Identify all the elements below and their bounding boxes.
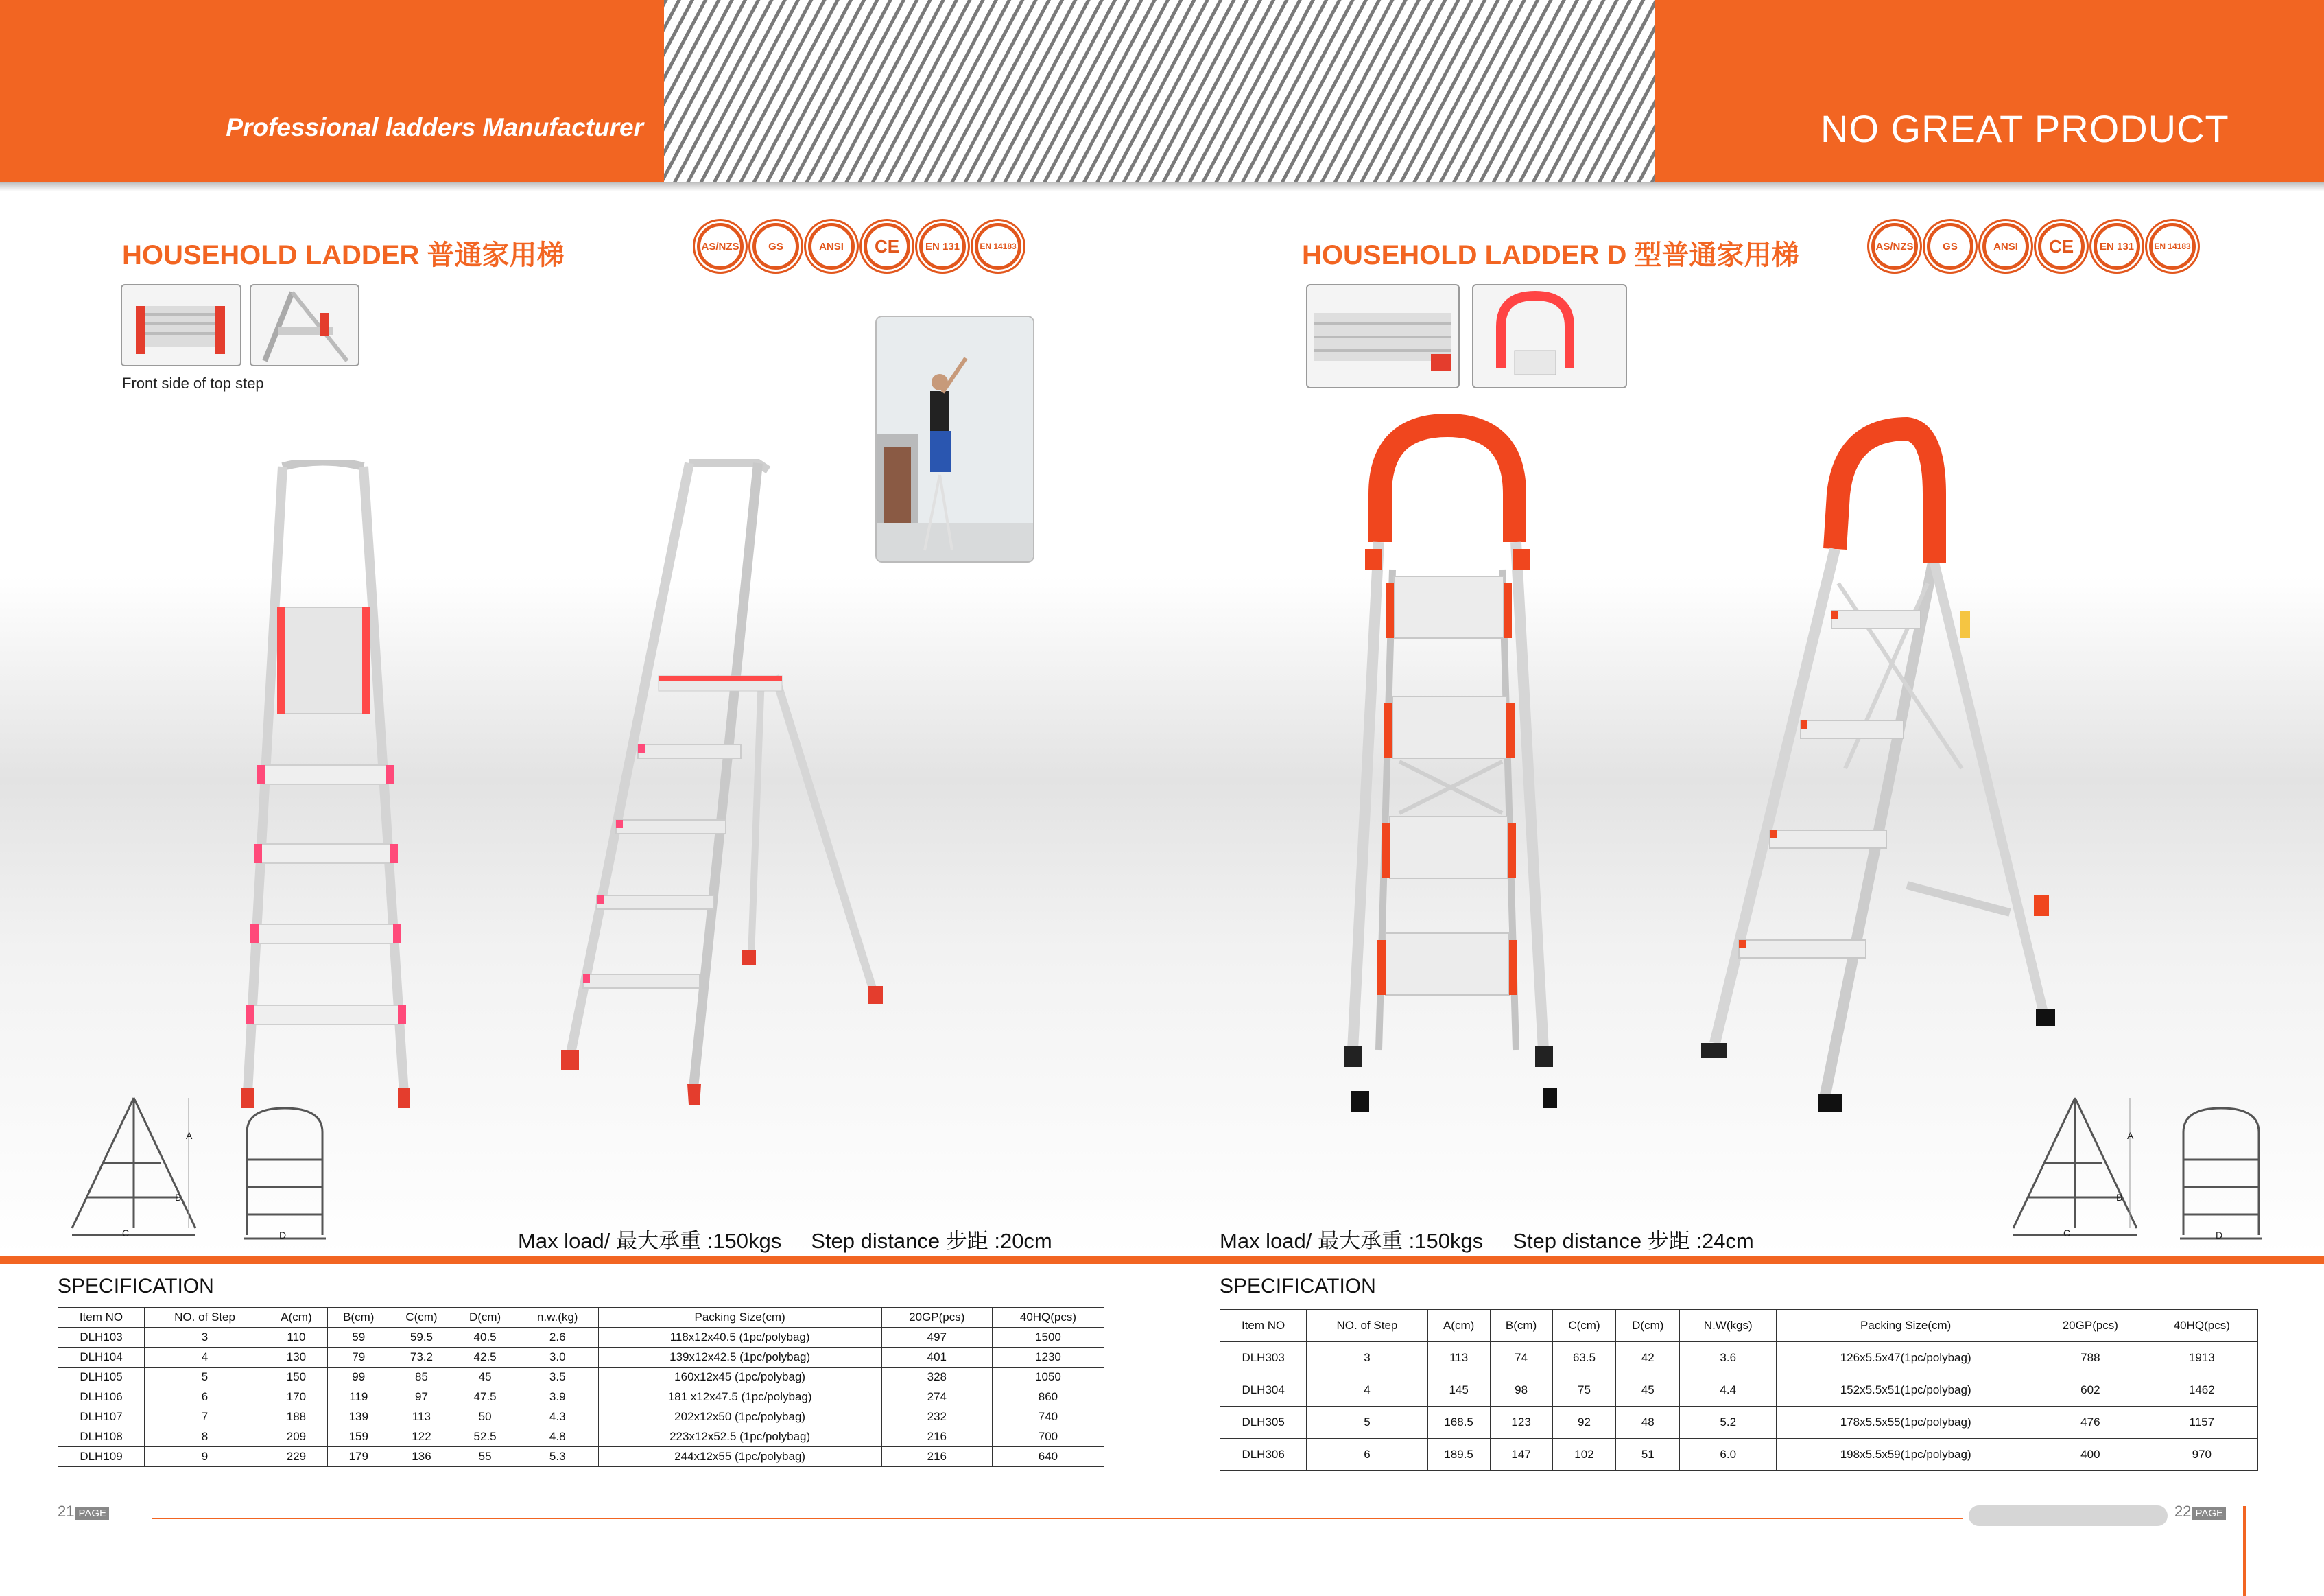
table-cell: 51 [1616,1439,1680,1471]
table-cell: DLH305 [1220,1407,1307,1439]
cert-gs-icon: GS [1927,223,1973,270]
table-cell: 145 [1427,1374,1490,1407]
footer-edge-bar [2243,1506,2246,1596]
table-row [58,1328,1104,1348]
table-cell: 5.2 [1680,1407,1777,1439]
table-cell: DLH304 [1220,1374,1307,1407]
table-cell: 640 [992,1447,1104,1467]
table-cell: 2.6 [517,1328,598,1348]
table-cell: 189.5 [1427,1439,1490,1471]
table-cell: 59.5 [390,1328,453,1348]
cert-ansi-icon: ANSI [808,223,855,270]
left-side-diagram [65,1091,202,1242]
right-front-diagram [2173,1105,2269,1242]
top-step-side-image [251,285,358,365]
table-cell: 98 [1490,1374,1552,1407]
cert-ansi-icon: ANSI [1982,223,2029,270]
table-cell: 328 [881,1368,992,1387]
diagram-label-b: B [2116,1192,2123,1203]
thumb-top-step-front [121,284,241,366]
table-cell: 209 [265,1427,328,1447]
column-header: D(cm) [1616,1310,1680,1342]
table-row [58,1447,1104,1467]
table-cell: 1157 [2146,1407,2257,1439]
table-cell: 7 [145,1407,265,1427]
table-row [1220,1374,2258,1407]
right-spec-title: SPECIFICATION [1220,1275,1376,1298]
table-cell: 497 [881,1328,992,1348]
table-cell: 75 [1552,1374,1616,1407]
column-header: C(cm) [390,1308,453,1328]
column-header: Item NO [58,1308,145,1328]
table-cell: 788 [2035,1342,2146,1374]
cert-ce-icon: CE [2038,223,2085,270]
table-cell: 9 [145,1447,265,1467]
table-cell: 168.5 [1427,1407,1490,1439]
column-header: B(cm) [327,1308,390,1328]
thumb-d-step [1306,284,1460,388]
table-cell: 113 [1427,1342,1490,1374]
section-divider [0,1256,2324,1264]
thumb-caption: Front side of top step [122,375,264,392]
table-cell: 42.5 [453,1348,517,1368]
man-on-ladder-photo [877,317,1033,561]
table-cell: 740 [992,1407,1104,1427]
cert-en14183-icon: EN 14183 [2149,223,2196,270]
table-cell: 102 [1552,1439,1616,1471]
footer-pill [1969,1505,2168,1526]
table-cell: 119 [327,1387,390,1407]
right-side-diagram [2006,1091,2144,1242]
table-cell: 5.3 [517,1447,598,1467]
right-page-number [2174,1503,2226,1521]
cert-asnzs-icon: AS/NZS [1871,223,1918,270]
cert-en131-icon: EN 131 [919,223,966,270]
diagonal-stripes [664,0,1655,182]
table-cell: 59 [327,1328,390,1348]
table-cell: 73.2 [390,1348,453,1368]
right-cert-row [1871,223,2196,270]
table-row [58,1427,1104,1447]
table-cell: 4 [145,1348,265,1368]
cert-ce-icon: CE [864,223,910,270]
column-header: Packing Size(cm) [598,1308,881,1328]
table-cell: 274 [881,1387,992,1407]
table-cell: 6 [1307,1439,1427,1471]
table-cell: 4.8 [517,1427,598,1447]
column-header: n.w.(kg) [517,1308,598,1328]
table-cell: DLH104 [58,1348,145,1368]
usage-photo [875,316,1034,563]
column-header: Packing Size(cm) [1777,1310,2035,1342]
table-cell: DLH303 [1220,1342,1307,1374]
diagram-label-a: A [2127,1130,2134,1141]
column-header: D(cm) [453,1308,517,1328]
page-label: PAGE [2192,1507,2226,1520]
page-number: 22 [2174,1503,2192,1520]
table-cell: 3 [1307,1342,1427,1374]
column-header: A(cm) [1427,1310,1490,1342]
table-cell: 79 [327,1348,390,1368]
table-cell: 3.9 [517,1387,598,1407]
d-ladder-front-view [1338,412,1557,1118]
table-cell: 1913 [2146,1342,2257,1374]
header-shadow [0,182,2324,191]
table-row [1220,1342,2258,1374]
table-cell: 99 [327,1368,390,1387]
slogan: NO GREAT PRODUCT [1821,107,2229,150]
table-cell: 700 [992,1427,1104,1447]
table-header-row [58,1308,1104,1328]
diagram-label-d: D [279,1230,287,1241]
diagram-label-d: D [2216,1230,2223,1241]
table-cell: 147 [1490,1439,1552,1471]
table-cell: 400 [2035,1439,2146,1471]
right-section-title: HOUSEHOLD LADDER D 型普通家用梯 [1302,240,1799,270]
table-cell: 5 [1307,1407,1427,1439]
table-cell: 50 [453,1407,517,1427]
page-label: PAGE [75,1507,109,1520]
thumb-d-handle [1472,284,1627,388]
table-cell: DLH103 [58,1328,145,1348]
table-cell: 152x5.5x51(1pc/polybag) [1777,1374,2035,1407]
table-cell: 4 [1307,1374,1427,1407]
table-cell: 85 [390,1368,453,1387]
table-cell: 198x5.5x59(1pc/polybag) [1777,1439,2035,1471]
table-row [1220,1439,2258,1471]
left-spec-table [58,1307,1104,1467]
table-cell: 4.4 [1680,1374,1777,1407]
table-cell: 160x12x45 (1pc/polybag) [598,1368,881,1387]
cert-en131-icon: EN 131 [2094,223,2140,270]
column-header: 20GP(pcs) [881,1308,992,1328]
header-stripe-pattern [664,0,1655,182]
table-cell: 476 [2035,1407,2146,1439]
table-cell: 188 [265,1407,328,1427]
table-cell: 216 [881,1427,992,1447]
table-cell: 4.3 [517,1407,598,1427]
top-step-image [122,285,240,365]
table-cell: 52.5 [453,1427,517,1447]
table-cell: 113 [390,1407,453,1427]
table-row [1220,1407,2258,1439]
table-cell: 150 [265,1368,328,1387]
table-cell: 130 [265,1348,328,1368]
table-cell: 92 [1552,1407,1616,1439]
table-cell: 55 [453,1447,517,1467]
table-cell: 122 [390,1427,453,1447]
diagram-label-a: A [186,1130,193,1141]
table-cell: 139 [327,1407,390,1427]
table-cell: DLH306 [1220,1439,1307,1471]
table-cell: 970 [2146,1439,2257,1471]
table-cell: 602 [2035,1374,2146,1407]
thumb-top-step-side [250,284,359,366]
left-cert-row [697,223,1021,270]
table-cell: 45 [453,1368,517,1387]
column-header: C(cm) [1552,1310,1616,1342]
column-header: A(cm) [265,1308,328,1328]
table-cell: 179 [327,1447,390,1467]
table-cell: 170 [265,1387,328,1407]
left-page-number [58,1503,109,1521]
table-cell: 47.5 [453,1387,517,1407]
diagram-label-b: B [175,1192,182,1203]
d-ladder-side-view [1687,412,2072,1118]
table-cell: 1462 [2146,1374,2257,1407]
table-cell: 63.5 [1552,1342,1616,1374]
table-cell: 139x12x42.5 (1pc/polybag) [598,1348,881,1368]
table-cell: 232 [881,1407,992,1427]
table-cell: 3.6 [1680,1342,1777,1374]
table-cell: 223x12x52.5 (1pc/polybag) [598,1427,881,1447]
table-cell: DLH107 [58,1407,145,1427]
table-cell: 136 [390,1447,453,1467]
left-section-title: HOUSEHOLD LADDER 普通家用梯 [122,240,565,270]
left-load-text: Max load/ 最大承重 :150kgs Step distance 步距 :20cm [518,1229,1052,1253]
table-cell: 159 [327,1427,390,1447]
table-row [58,1368,1104,1387]
table-cell: 6.0 [1680,1439,1777,1471]
left-spec-title: SPECIFICATION [58,1275,214,1298]
table-cell: 8 [145,1427,265,1447]
table-cell: 5 [145,1368,265,1387]
table-cell: DLH105 [58,1368,145,1387]
table-cell: 3.5 [517,1368,598,1387]
table-cell: DLH109 [58,1447,145,1467]
ladder-front-view [233,460,425,1118]
table-cell: 860 [992,1387,1104,1407]
right-load-text: Max load/ 最大承重 :150kgs Step distance 步距 :24cm [1220,1229,1754,1253]
table-cell: 48 [1616,1407,1680,1439]
column-header: 40HQ(pcs) [992,1308,1104,1328]
table-cell: 45 [1616,1374,1680,1407]
cert-asnzs-icon: AS/NZS [697,223,744,270]
table-cell: 3 [145,1328,265,1348]
table-cell: 74 [1490,1342,1552,1374]
diagram-label-c: C [2063,1228,2071,1239]
table-cell: 110 [265,1328,328,1348]
column-header: NO. of Step [1307,1310,1427,1342]
cert-gs-icon: GS [752,223,799,270]
table-cell: 97 [390,1387,453,1407]
table-header-row [1220,1310,2258,1342]
table-cell: 229 [265,1447,328,1467]
table-cell: 1230 [992,1348,1104,1368]
d-handle-image [1473,285,1626,387]
table-cell: 244x12x55 (1pc/polybag) [598,1447,881,1467]
header-right-band [1655,0,2324,182]
column-header: 40HQ(pcs) [2146,1310,2257,1342]
d-step-image [1307,285,1458,387]
table-row [58,1407,1104,1427]
table-cell: 126x5.5x47(1pc/polybag) [1777,1342,2035,1374]
column-header: B(cm) [1490,1310,1552,1342]
column-header: Item NO [1220,1310,1307,1342]
table-cell: DLH106 [58,1387,145,1407]
table-cell: 181 x12x47.5 (1pc/polybag) [598,1387,881,1407]
table-cell: 123 [1490,1407,1552,1439]
column-header: NO. of Step [145,1308,265,1328]
table-row [58,1348,1104,1368]
right-spec-table [1220,1309,2258,1471]
table-cell: 42 [1616,1342,1680,1374]
cert-en14183-icon: EN 14183 [975,223,1021,270]
table-cell: 40.5 [453,1328,517,1348]
table-cell: 6 [145,1387,265,1407]
header-left-band [0,0,664,182]
column-header: 20GP(pcs) [2035,1310,2146,1342]
table-cell: 118x12x40.5 (1pc/polybag) [598,1328,881,1348]
table-cell: 202x12x50 (1pc/polybag) [598,1407,881,1427]
diagram-label-c: C [122,1228,130,1239]
table-row [58,1387,1104,1407]
table-cell: 216 [881,1447,992,1467]
page-number: 21 [58,1503,75,1520]
ladder-side-view [556,456,892,1115]
table-cell: DLH108 [58,1427,145,1447]
table-cell: 3.0 [517,1348,598,1368]
table-cell: 401 [881,1348,992,1368]
table-cell: 178x5.5x55(1pc/polybag) [1777,1407,2035,1439]
left-front-diagram [237,1105,333,1242]
footer-line [152,1518,1963,1519]
column-header: N.W(kgs) [1680,1310,1777,1342]
tagline: Professional ladders Manufacturer [226,113,643,141]
table-cell: 1050 [992,1368,1104,1387]
table-cell: 1500 [992,1328,1104,1348]
